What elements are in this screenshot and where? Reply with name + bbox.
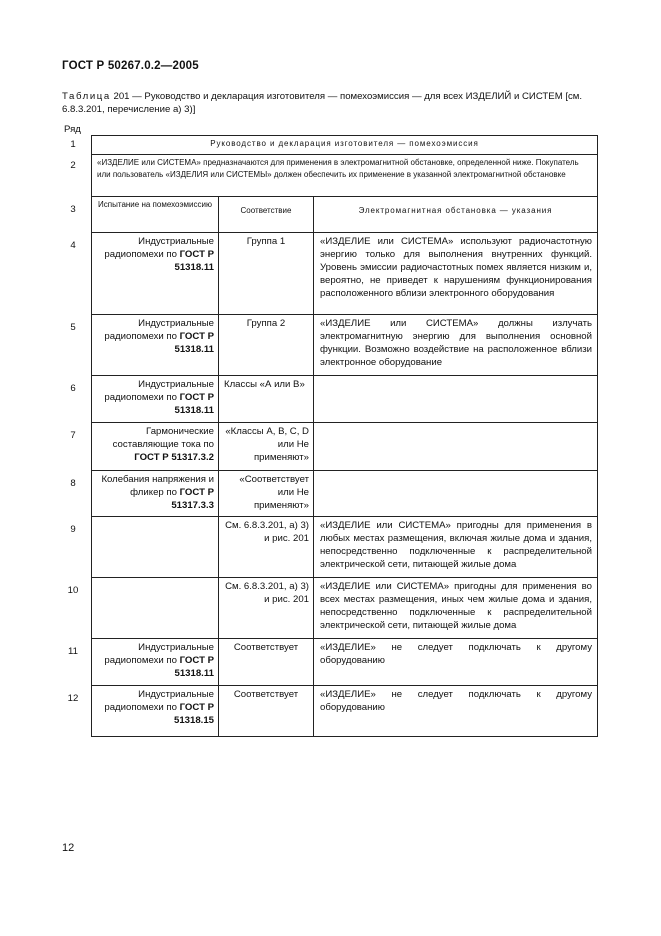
compliance-cell: Соответствует [219, 639, 314, 686]
test-standard: ГОСТ Р 51317.3.2 [134, 452, 214, 463]
row-number: 10 [67, 585, 79, 596]
test-standard: ГОСТ Р 51318.11 [174, 331, 214, 355]
test-name: Индустриальные радиопомехи по [104, 642, 214, 666]
table-row [92, 578, 598, 639]
table-intro: «ИЗДЕЛИЕ или СИСТЕМА» предназначаются для применения в электромагнитной обстановке, определенной ниже. Покупатель или пользователь «ИЗДЕЛИЯ или СИСТЕМЫ» должен обеспечить их применение в указанной электромагнитной обстановке [92, 155, 598, 197]
test-cell [92, 423, 219, 471]
row-number: 7 [70, 430, 76, 441]
test-cell [92, 471, 219, 517]
test-name: Гармонические составляющие тока по [112, 426, 214, 450]
test-cell [92, 517, 219, 578]
guidance-cell [314, 376, 598, 423]
caption-label: Таблица [62, 91, 111, 102]
table-row [92, 376, 598, 423]
row-number: 3 [70, 204, 76, 215]
compliance-cell: См. 6.8.3.201, а) 3) и рис. 201 [219, 578, 314, 639]
compliance-cell: Классы «А или В» [219, 376, 314, 423]
row-number: 12 [67, 693, 79, 704]
compliance-cell: Группа 1 [219, 233, 314, 315]
row-number: 6 [70, 383, 76, 394]
table-row [92, 233, 598, 315]
table-header-row [92, 197, 598, 233]
test-cell [92, 376, 219, 423]
compliance-cell: «Классы А, В, С, D или Не применяют» [219, 423, 314, 471]
test-name: Индустриальные радиопомехи по [104, 236, 214, 260]
compliance-cell: «Соответствует или Не применяют» [219, 471, 314, 517]
guidance-cell [314, 471, 598, 517]
table-row [92, 136, 598, 155]
test-name: Индустриальные радиопомехи по [104, 689, 214, 713]
test-cell [92, 315, 219, 376]
row-number: 9 [70, 524, 76, 535]
test-cell [92, 686, 219, 737]
guidance-cell: «ИЗДЕЛИЕ или СИСТЕМА» должны излучать электромагнитную энергию для выполнения основной функции. Возможно воздействие на расположенное вблизи электронное оборудование [314, 315, 598, 376]
table-title: Руководство и декларация изготовителя — помехоэмиссия [92, 136, 598, 155]
table-row [92, 423, 598, 471]
table-caption [62, 90, 607, 116]
guidance-cell: «ИЗДЕЛИЕ» не следует подключать к другому оборудованию [314, 639, 598, 686]
test-name: Колебания напряжения и фликер по [101, 474, 214, 498]
column-header-test: Испытание на помехоэмиссию [92, 197, 219, 233]
row-number: 4 [70, 240, 76, 251]
guidance-cell: «ИЗДЕЛИЕ» не следует подключать к другому оборудованию [314, 686, 598, 737]
page-number: 12 [62, 842, 75, 854]
column-header-compliance: Соответствие [219, 197, 314, 233]
test-name: Индустриальные радиопомехи по [104, 379, 214, 403]
caption-text: 201 — Руководство и декларация изготовителя — помехоэмиссия — для всех ИЗДЕЛИЙ и СИСТЕМ [см. 6.8.3.201, перечисление а) 3)] [62, 91, 583, 115]
compliance-cell: См. 6.8.3.201, а) 3) и рис. 201 [219, 517, 314, 578]
table-row [92, 517, 598, 578]
test-cell [92, 578, 219, 639]
guidance-cell: «ИЗДЕЛИЕ или СИСТЕМА» пригодны для применения во всех местах размещения, иных чем жилые дома и здания, непосредственно подключенные к распределительной электрической сети, питающей жилые дома [314, 578, 598, 639]
guidance-cell [314, 423, 598, 471]
compliance-cell: Группа 2 [219, 315, 314, 376]
test-standard: ГОСТ Р 51318.11 [174, 249, 214, 273]
column-header-guidance: Электромагнитная обстановка — указания [314, 197, 598, 233]
test-standard: ГОСТ Р 51318.11 [174, 392, 214, 416]
row-number: 5 [70, 322, 76, 333]
row-column-label: Ряд [64, 124, 81, 135]
test-standard: ГОСТ Р 51318.15 [173, 702, 214, 726]
guidance-cell: «ИЗДЕЛИЕ или СИСТЕМА» пригодны для применения в любых местах размещения, включая жилые дома и здания, непосредственно подключенные к распределительной электрической сети, питающей жилые дома [314, 517, 598, 578]
table-row [92, 315, 598, 376]
row-number: 1 [70, 139, 76, 150]
table-row [92, 686, 598, 737]
row-number: 11 [68, 646, 78, 657]
test-name: Индустриальные радиопомехи по [104, 318, 214, 342]
test-cell [92, 233, 219, 315]
table-row [92, 639, 598, 686]
table-row [92, 155, 598, 197]
test-standard: ГОСТ Р 51318.11 [174, 655, 214, 679]
emission-table [91, 135, 598, 737]
test-standard: ГОСТ Р 51317.3.3 [171, 487, 214, 511]
row-number: 8 [70, 478, 76, 489]
guidance-cell: «ИЗДЕЛИЕ или СИСТЕМА» используют радиочастотную энергию только для выполнения внутренних функций. Уровень эмиссии радиочастотных помех является низким и, вероятно, не приведет к нарушениям функционирования расположенного вблизи электронного оборудования [314, 233, 598, 315]
document-header: ГОСТ Р 50267.0.2—2005 [62, 60, 199, 72]
compliance-cell: Соответствует [219, 686, 314, 737]
table-row [92, 471, 598, 517]
test-cell [92, 639, 219, 686]
row-number: 2 [70, 160, 76, 171]
